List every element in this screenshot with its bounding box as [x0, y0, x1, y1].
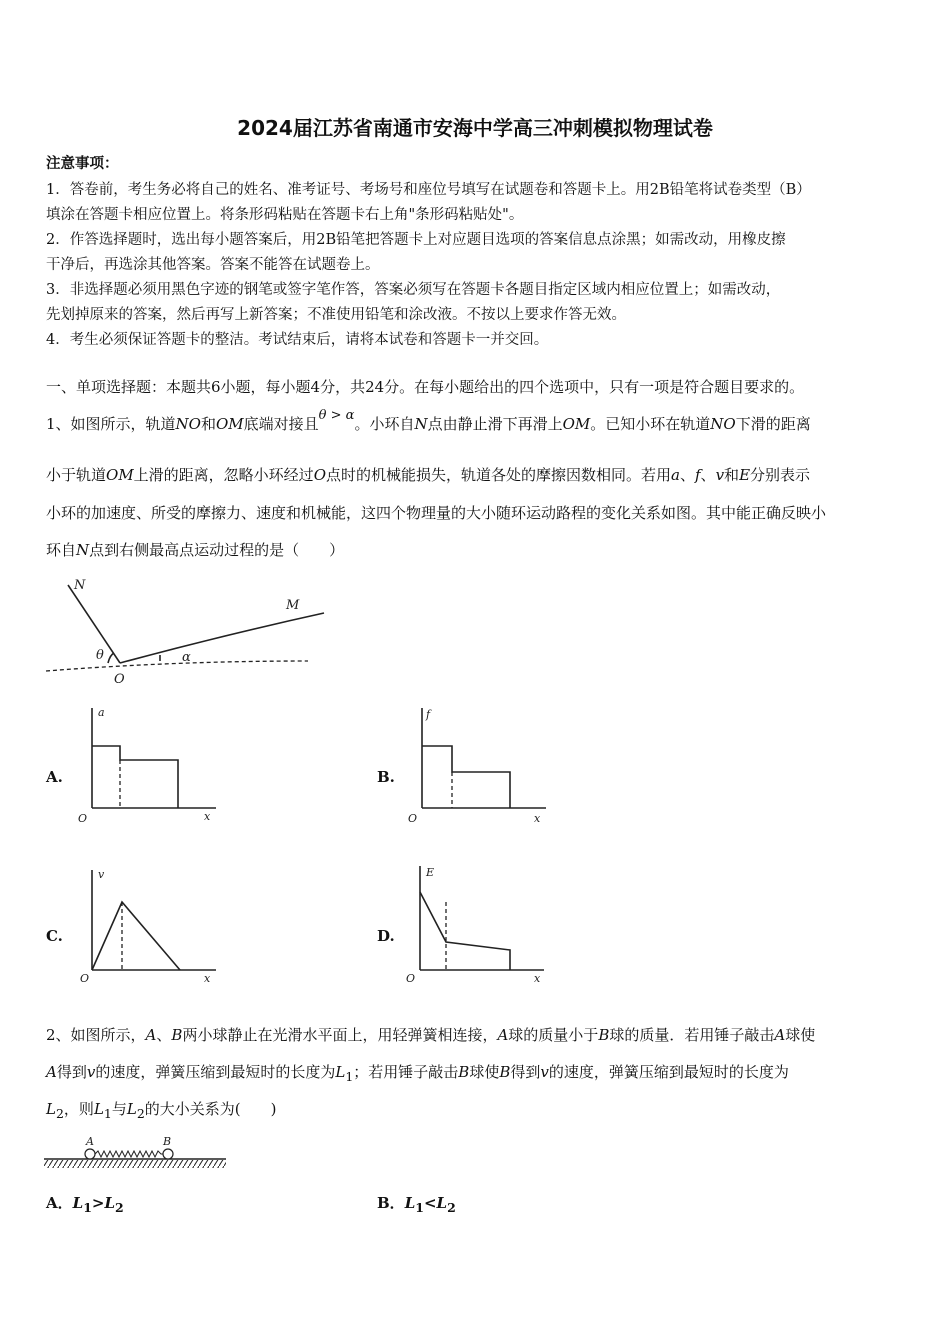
q1-text: 和 — [724, 466, 740, 484]
q1-text: 小于轨道 — [46, 466, 107, 484]
q2-text: 的大小关系为( ) — [144, 1100, 277, 1118]
v-curve — [92, 902, 180, 970]
horizontal-dashed-line — [46, 661, 308, 671]
q2-text: 球使 — [785, 1026, 816, 1044]
q2-text: 与 — [111, 1100, 127, 1118]
label-O: O — [114, 672, 125, 687]
q2-var-A: A — [145, 1026, 157, 1044]
q2-sub: 1 — [83, 1200, 92, 1215]
label-alpha: α — [182, 650, 191, 665]
q1-text: 底端对接且 — [243, 415, 319, 433]
q1-line-3: 小环的加速度、所受的摩擦力、速度和机械能，这四个物理量的大小随环运动路程的变化关系如图。其中能正确反映小 — [46, 504, 827, 522]
q2-text: 得到 — [56, 1063, 87, 1081]
q1-text: 1、如图所示，轨道 — [46, 415, 176, 433]
q1-text: 、 — [679, 466, 695, 484]
option-a-graph[interactable] — [76, 704, 221, 824]
origin-label: O — [78, 812, 88, 825]
q2-text: 球使 — [469, 1063, 500, 1081]
q1-text: 、 — [700, 466, 716, 484]
q2-option-b[interactable] — [377, 1192, 456, 1215]
q2-var-L: L — [436, 1194, 448, 1212]
q2-text: 的速度，弹簧压缩到最短时的长度为 — [95, 1063, 336, 1081]
x-label: x — [534, 812, 541, 825]
q2-text: 2、如图所示， — [46, 1026, 146, 1044]
q1-var-f: f — [694, 466, 701, 484]
q1-text: 上滑的距离，忽略小环经过 — [133, 466, 314, 484]
q1-line-2 — [46, 464, 810, 485]
q2-var-B: B — [458, 1063, 470, 1081]
q2-text: 两小球静止在光滑水平面上，用轻弹簧相连接， — [182, 1026, 498, 1044]
notice-heading: 注意事项： — [46, 155, 119, 172]
notice-line-4: 干净后，再选涂其他答案。答案不能答在试题卷上。 — [46, 257, 380, 273]
page-title: 2024届江苏省南通市安海中学高三冲刺模拟物理试卷 — [237, 116, 713, 140]
notice-line-3: 2．作答选择题时，选出每小题答案后，用2B铅笔把答题卡上对应题目选项的答案信息点涂黑；如需改动，用橡皮擦 — [46, 232, 786, 248]
q1-text: 点时的机械能损失，轨道各处的摩擦因数相同。若用 — [326, 466, 672, 484]
label-theta: θ — [96, 648, 104, 663]
notice-line-7: 4．考生必须保证答题卡的整洁。考试结束后，请将本试卷和答题卡一并交回。 — [46, 332, 549, 348]
q1-text: 。已知小环在轨道 — [590, 415, 711, 433]
q2-var-A: A — [46, 1063, 57, 1081]
q2-sub: 2 — [55, 1106, 64, 1121]
q1-var-NO: NO — [710, 415, 736, 433]
q2-text: ；若用锤子敲击 — [353, 1063, 459, 1081]
q2-option-a[interactable] — [46, 1192, 124, 1215]
q2-var-v: v — [540, 1063, 549, 1081]
q2-text: 球的质量小于 — [508, 1026, 599, 1044]
option-d-graph[interactable] — [404, 862, 549, 986]
option-b-letter[interactable]: B. — [377, 768, 395, 786]
q2-sub: 2 — [447, 1200, 456, 1215]
y-label: a — [98, 706, 105, 719]
q2-sub: 2 — [115, 1200, 124, 1215]
q2-var-L: L — [93, 1100, 104, 1118]
q2-op: > — [91, 1194, 105, 1212]
notice-line-1: 1．答卷前，考生务必将自己的姓名、准考证号、考场号和座位号填写在试题卷和答题卡上。用2B铅笔将试卷类型（B） — [46, 182, 811, 198]
q2-var-L: L — [335, 1063, 346, 1081]
q1-text: 。小环自 — [354, 415, 415, 433]
q1-var-OM: OM — [106, 466, 134, 484]
q1-var-N: N — [414, 415, 428, 433]
a-curve — [92, 746, 178, 808]
q2-option-a-letter: A． — [46, 1194, 73, 1212]
q2-op: < — [423, 1194, 437, 1212]
q1-line-4 — [46, 539, 344, 560]
y-label: v — [98, 868, 105, 881]
q2-var-L: L — [72, 1194, 84, 1212]
q2-line-2 — [46, 1061, 789, 1084]
q1-var-OM: OM — [562, 415, 591, 433]
q2-var-L: L — [404, 1194, 416, 1212]
q1-condition: θ > α — [318, 408, 355, 423]
track-NO — [68, 585, 120, 663]
q1-text: 分别表示 — [750, 466, 811, 484]
q2-option-b-letter: B． — [377, 1194, 405, 1212]
q1-line-1 — [46, 408, 811, 434]
option-a-letter[interactable]: A. — [46, 768, 63, 786]
f-curve — [422, 746, 510, 808]
option-b-graph[interactable] — [406, 704, 551, 824]
origin-label: O — [406, 972, 416, 985]
y-label: f — [426, 708, 431, 721]
q2-var-L: L — [46, 1100, 56, 1118]
q2-sub: 1 — [103, 1106, 112, 1121]
label-A: A — [86, 1135, 94, 1148]
q2-var-B: B — [171, 1026, 183, 1044]
notice-line-5: 3．非选择题必须用黑色字迹的钢笔或签字笔作答，答案必须写在答题卡各题目指定区域内相应位置上；如需改动， — [46, 282, 781, 298]
q2-sub: 2 — [136, 1106, 145, 1121]
q2-text: 得到 — [510, 1063, 541, 1081]
q1-text: 点到右侧最高点运动过程的是（ ） — [89, 541, 345, 559]
q2-var-A: A — [497, 1026, 509, 1044]
q1-text: 和 — [200, 415, 216, 433]
q2-var-B: B — [598, 1026, 610, 1044]
section-heading: 一、单项选择题：本题共6小题，每小题4分，共24分。在每小题给出的四个选项中，只有一项是符合题目要求的。 — [46, 378, 805, 396]
q1-var-N: N — [76, 541, 90, 559]
q2-var-v: v — [86, 1063, 96, 1081]
origin-label: O — [408, 812, 418, 825]
notice-line-2: 填涂在答题卡相应位置上。将条形码粘贴在答题卡右上角"条形码粘贴处"。 — [46, 207, 524, 223]
option-c-letter[interactable]: C. — [46, 927, 63, 945]
q1-var-OM: OM — [216, 415, 244, 433]
option-d-letter[interactable]: D. — [377, 927, 395, 945]
q2-var-L: L — [104, 1194, 116, 1212]
q2-sub: 1 — [415, 1200, 424, 1215]
q2-var-L: L — [126, 1100, 137, 1118]
x-label: x — [204, 972, 211, 985]
ground-hatching — [44, 1160, 226, 1168]
q1-var-v: v — [715, 466, 725, 484]
track-OM — [120, 613, 324, 663]
option-c-graph[interactable] — [76, 866, 221, 986]
q1-var-O: O — [313, 466, 326, 484]
q2-var-B: B — [499, 1063, 511, 1081]
ball-B — [163, 1149, 173, 1159]
notice-line-6: 先划掉原来的答案，然后再写上新答案；不准使用铅笔和涂改液。不按以上要求作答无效。 — [46, 307, 626, 323]
q2-text: ，则 — [63, 1100, 94, 1118]
q1-text: 下滑的距离 — [735, 415, 811, 433]
q1-text: 环自 — [46, 541, 77, 559]
q1-var-NO: NO — [175, 415, 201, 433]
y-label: E — [426, 866, 435, 879]
E-curve — [420, 892, 510, 970]
track-figure — [44, 575, 344, 685]
x-label: x — [534, 972, 541, 985]
ball-A — [85, 1149, 95, 1159]
q1-var-E: E — [739, 466, 751, 484]
theta-arc — [108, 653, 114, 663]
q1-var-a: a — [671, 466, 680, 484]
q2-text: 、 — [156, 1026, 172, 1044]
label-M: M — [286, 598, 300, 613]
q2-var-A: A — [774, 1026, 786, 1044]
spring-figure — [44, 1134, 229, 1174]
label-B: B — [163, 1135, 172, 1148]
q2-line-1 — [46, 1024, 815, 1045]
label-N: N — [74, 578, 86, 593]
q2-sub: 1 — [345, 1069, 354, 1084]
origin-label: O — [80, 972, 90, 985]
q1-text: 点由静止滑下再滑上 — [427, 415, 563, 433]
q2-text: 的速度，弹簧压缩到最短时的长度为 — [548, 1063, 789, 1081]
x-label: x — [204, 810, 211, 823]
q2-line-3 — [46, 1098, 277, 1121]
q2-text: 球的质量．若用锤子敲击 — [609, 1026, 775, 1044]
spring — [95, 1151, 163, 1157]
